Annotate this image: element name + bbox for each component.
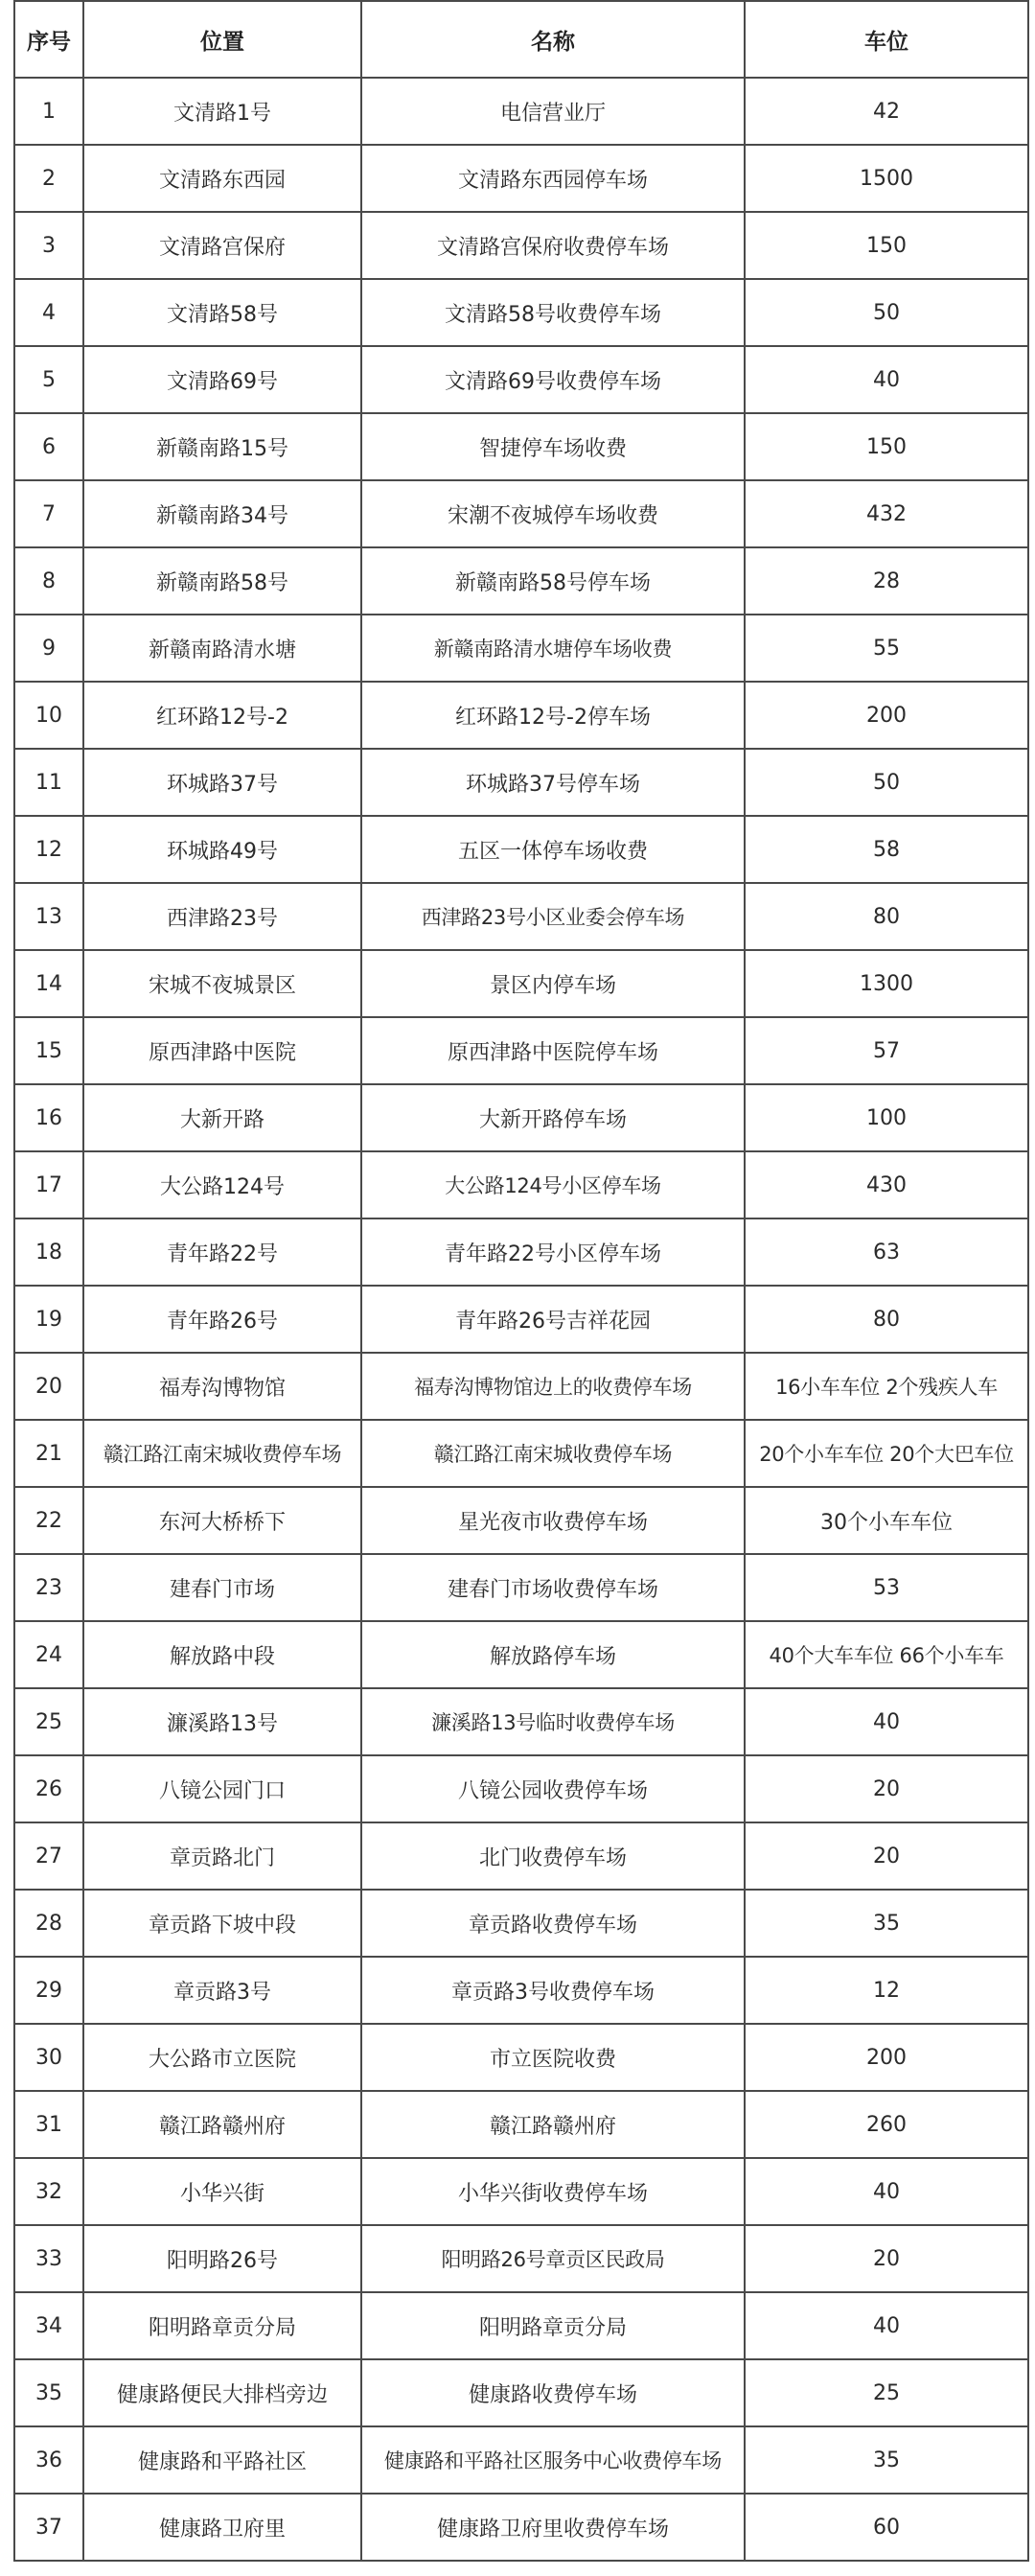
cell-name: 北门收费停车场 (361, 1822, 745, 1890)
table-row (14, 1286, 1028, 1353)
cell-name: 健康路卫府里收费停车场 (361, 2494, 745, 2561)
cell-spaces: 12 (745, 1957, 1028, 2024)
cell-location: 阳明路章贡分局 (83, 2292, 361, 2359)
cell-location: 健康路卫府里 (83, 2494, 361, 2561)
cell-name: 五区一体停车场收费 (361, 816, 745, 883)
cell-index: 4 (14, 279, 83, 346)
table-row (14, 2359, 1028, 2426)
cell-name: 文清路69号收费停车场 (361, 346, 745, 413)
cell-location: 青年路26号 (83, 1286, 361, 1353)
table-row (14, 1151, 1028, 1218)
cell-spaces: 100 (745, 1084, 1028, 1151)
cell-spaces: 150 (745, 413, 1028, 480)
cell-spaces: 53 (745, 1554, 1028, 1621)
cell-index: 7 (14, 480, 83, 547)
cell-name: 解放路停车场 (361, 1621, 745, 1688)
cell-location: 健康路便民大排档旁边 (83, 2359, 361, 2426)
cell-name: 赣江路赣州府 (361, 2091, 745, 2158)
table-row (14, 1487, 1028, 1554)
table-row (14, 816, 1028, 883)
cell-spaces: 63 (745, 1218, 1028, 1286)
cell-name: 宋潮不夜城停车场收费 (361, 480, 745, 547)
cell-index: 26 (14, 1755, 83, 1822)
cell-spaces: 60 (745, 2494, 1028, 2561)
table-row (14, 1218, 1028, 1286)
cell-name: 文清路东西园停车场 (361, 145, 745, 212)
cell-index: 23 (14, 1554, 83, 1621)
cell-index: 34 (14, 2292, 83, 2359)
cell-index: 32 (14, 2158, 83, 2225)
cell-index: 14 (14, 950, 83, 1017)
header-spaces: 车位 (745, 1, 1028, 78)
table-row (14, 1554, 1028, 1621)
cell-location: 福寿沟博物馆 (83, 1353, 361, 1420)
cell-name: 青年路26号吉祥花园 (361, 1286, 745, 1353)
cell-name: 濂溪路13号临时收费停车场 (361, 1688, 745, 1755)
cell-location: 西津路23号 (83, 883, 361, 950)
cell-location: 环城路37号 (83, 749, 361, 816)
cell-spaces: 40 (745, 346, 1028, 413)
cell-index: 33 (14, 2225, 83, 2292)
cell-index: 3 (14, 212, 83, 279)
table-row (14, 145, 1028, 212)
cell-location: 红环路12号-2 (83, 682, 361, 749)
table-row (14, 1621, 1028, 1688)
cell-spaces: 20 (745, 1755, 1028, 1822)
table-row (14, 1353, 1028, 1420)
cell-spaces: 80 (745, 883, 1028, 950)
cell-name: 西津路23号小区业委会停车场 (361, 883, 745, 950)
cell-index: 28 (14, 1890, 83, 1957)
cell-index: 24 (14, 1621, 83, 1688)
cell-spaces: 35 (745, 1890, 1028, 1957)
cell-location: 宋城不夜城景区 (83, 950, 361, 1017)
cell-name: 新赣南路清水塘停车场收费 (361, 615, 745, 682)
cell-name: 健康路收费停车场 (361, 2359, 745, 2426)
cell-name: 赣江路江南宋城收费停车场 (361, 1420, 745, 1487)
cell-spaces: 432 (745, 480, 1028, 547)
cell-name: 阳明路26号章贡区民政局 (361, 2225, 745, 2292)
table-row (14, 1084, 1028, 1151)
cell-spaces: 1500 (745, 145, 1028, 212)
table-body (14, 78, 1028, 2561)
cell-location: 章贡路3号 (83, 1957, 361, 2024)
cell-location: 文清路69号 (83, 346, 361, 413)
cell-location: 东河大桥桥下 (83, 1487, 361, 1554)
table-row (14, 346, 1028, 413)
cell-index: 9 (14, 615, 83, 682)
cell-location: 原西津路中医院 (83, 1017, 361, 1084)
cell-location: 新赣南路58号 (83, 547, 361, 615)
cell-spaces: 200 (745, 2024, 1028, 2091)
cell-spaces: 40个大车车位 66个小车车 (745, 1621, 1028, 1688)
cell-name: 大新开路停车场 (361, 1084, 745, 1151)
header-index: 序号 (14, 1, 83, 78)
cell-index: 25 (14, 1688, 83, 1755)
cell-location: 八镜公园门口 (83, 1755, 361, 1822)
cell-spaces: 28 (745, 547, 1028, 615)
cell-spaces: 20个小车车位 20个大巴车位 (745, 1420, 1028, 1487)
table-row (14, 2158, 1028, 2225)
cell-location: 青年路22号 (83, 1218, 361, 1286)
cell-name: 环城路37号停车场 (361, 749, 745, 816)
cell-index: 13 (14, 883, 83, 950)
cell-spaces: 1300 (745, 950, 1028, 1017)
cell-name: 景区内停车场 (361, 950, 745, 1017)
cell-location: 阳明路26号 (83, 2225, 361, 2292)
cell-location: 新赣南路15号 (83, 413, 361, 480)
cell-spaces: 25 (745, 2359, 1028, 2426)
cell-location: 章贡路下坡中段 (83, 1890, 361, 1957)
parking-table (13, 0, 1029, 2562)
cell-spaces: 55 (745, 615, 1028, 682)
cell-spaces: 16小车车位 2个残疾人车 (745, 1353, 1028, 1420)
cell-name: 青年路22号小区停车场 (361, 1218, 745, 1286)
cell-spaces: 20 (745, 1822, 1028, 1890)
cell-spaces: 40 (745, 1688, 1028, 1755)
cell-name: 原西津路中医院停车场 (361, 1017, 745, 1084)
cell-spaces: 58 (745, 816, 1028, 883)
cell-name: 章贡路收费停车场 (361, 1890, 745, 1957)
cell-spaces: 30个小车车位 (745, 1487, 1028, 1554)
table-row (14, 2024, 1028, 2091)
cell-spaces: 50 (745, 279, 1028, 346)
table-row (14, 749, 1028, 816)
table-row (14, 1420, 1028, 1487)
table-row (14, 480, 1028, 547)
cell-spaces: 42 (745, 78, 1028, 145)
cell-spaces: 35 (745, 2426, 1028, 2494)
cell-name: 市立医院收费 (361, 2024, 745, 2091)
cell-index: 15 (14, 1017, 83, 1084)
table-row (14, 1822, 1028, 1890)
cell-index: 12 (14, 816, 83, 883)
cell-index: 27 (14, 1822, 83, 1890)
cell-index: 5 (14, 346, 83, 413)
cell-name: 福寿沟博物馆边上的收费停车场 (361, 1353, 745, 1420)
cell-location: 赣江路江南宋城收费停车场 (83, 1420, 361, 1487)
cell-name: 电信营业厅 (361, 78, 745, 145)
cell-name: 红环路12号-2停车场 (361, 682, 745, 749)
cell-index: 17 (14, 1151, 83, 1218)
cell-location: 文清路宫保府 (83, 212, 361, 279)
cell-name: 阳明路章贡分局 (361, 2292, 745, 2359)
cell-index: 8 (14, 547, 83, 615)
table-row (14, 2292, 1028, 2359)
header-row (14, 1, 1028, 78)
table-row (14, 1890, 1028, 1957)
table-row (14, 1017, 1028, 1084)
parking-table-sheet (13, 0, 1027, 2564)
table-row (14, 883, 1028, 950)
table-row (14, 78, 1028, 145)
cell-location: 大公路市立医院 (83, 2024, 361, 2091)
table-row (14, 2091, 1028, 2158)
table-row (14, 1688, 1028, 1755)
cell-location: 文清路1号 (83, 78, 361, 145)
cell-location: 大公路124号 (83, 1151, 361, 1218)
cell-name: 大公路124号小区停车场 (361, 1151, 745, 1218)
table-row (14, 615, 1028, 682)
header-name: 名称 (361, 1, 745, 78)
cell-spaces: 40 (745, 2158, 1028, 2225)
table-row (14, 1957, 1028, 2024)
cell-name: 文清路宫保府收费停车场 (361, 212, 745, 279)
cell-index: 18 (14, 1218, 83, 1286)
table-row (14, 279, 1028, 346)
cell-location: 章贡路北门 (83, 1822, 361, 1890)
cell-index: 6 (14, 413, 83, 480)
cell-index: 16 (14, 1084, 83, 1151)
cell-name: 小华兴街收费停车场 (361, 2158, 745, 2225)
cell-location: 解放路中段 (83, 1621, 361, 1688)
table-row (14, 2426, 1028, 2494)
cell-location: 濂溪路13号 (83, 1688, 361, 1755)
table-row (14, 2225, 1028, 2292)
cell-location: 新赣南路34号 (83, 480, 361, 547)
cell-spaces: 200 (745, 682, 1028, 749)
cell-index: 21 (14, 1420, 83, 1487)
table-row (14, 413, 1028, 480)
cell-index: 1 (14, 78, 83, 145)
cell-location: 文清路58号 (83, 279, 361, 346)
cell-index: 35 (14, 2359, 83, 2426)
cell-index: 19 (14, 1286, 83, 1353)
cell-name: 智捷停车场收费 (361, 413, 745, 480)
cell-name: 建春门市场收费停车场 (361, 1554, 745, 1621)
cell-spaces: 260 (745, 2091, 1028, 2158)
cell-location: 赣江路赣州府 (83, 2091, 361, 2158)
cell-index: 10 (14, 682, 83, 749)
cell-spaces: 150 (745, 212, 1028, 279)
cell-name: 健康路和平路社区服务中心收费停车场 (361, 2426, 745, 2494)
cell-spaces: 57 (745, 1017, 1028, 1084)
cell-index: 29 (14, 1957, 83, 2024)
cell-location: 文清路东西园 (83, 145, 361, 212)
cell-index: 30 (14, 2024, 83, 2091)
table-row (14, 682, 1028, 749)
cell-index: 37 (14, 2494, 83, 2561)
cell-name: 星光夜市收费停车场 (361, 1487, 745, 1554)
table-row (14, 1755, 1028, 1822)
cell-index: 2 (14, 145, 83, 212)
table-row (14, 547, 1028, 615)
cell-location: 新赣南路清水塘 (83, 615, 361, 682)
cell-spaces: 40 (745, 2292, 1028, 2359)
cell-index: 11 (14, 749, 83, 816)
cell-location: 小华兴街 (83, 2158, 361, 2225)
table-row (14, 950, 1028, 1017)
cell-name: 八镜公园收费停车场 (361, 1755, 745, 1822)
cell-spaces: 20 (745, 2225, 1028, 2292)
cell-spaces: 430 (745, 1151, 1028, 1218)
cell-spaces: 80 (745, 1286, 1028, 1353)
table-header (14, 1, 1028, 78)
cell-name: 章贡路3号收费停车场 (361, 1957, 745, 2024)
table-row (14, 212, 1028, 279)
cell-location: 健康路和平路社区 (83, 2426, 361, 2494)
cell-index: 36 (14, 2426, 83, 2494)
cell-spaces: 50 (745, 749, 1028, 816)
cell-name: 文清路58号收费停车场 (361, 279, 745, 346)
cell-index: 20 (14, 1353, 83, 1420)
cell-location: 环城路49号 (83, 816, 361, 883)
cell-name: 新赣南路58号停车场 (361, 547, 745, 615)
cell-index: 22 (14, 1487, 83, 1554)
cell-location: 建春门市场 (83, 1554, 361, 1621)
header-location: 位置 (83, 1, 361, 78)
cell-location: 大新开路 (83, 1084, 361, 1151)
table-row (14, 2494, 1028, 2561)
cell-index: 31 (14, 2091, 83, 2158)
